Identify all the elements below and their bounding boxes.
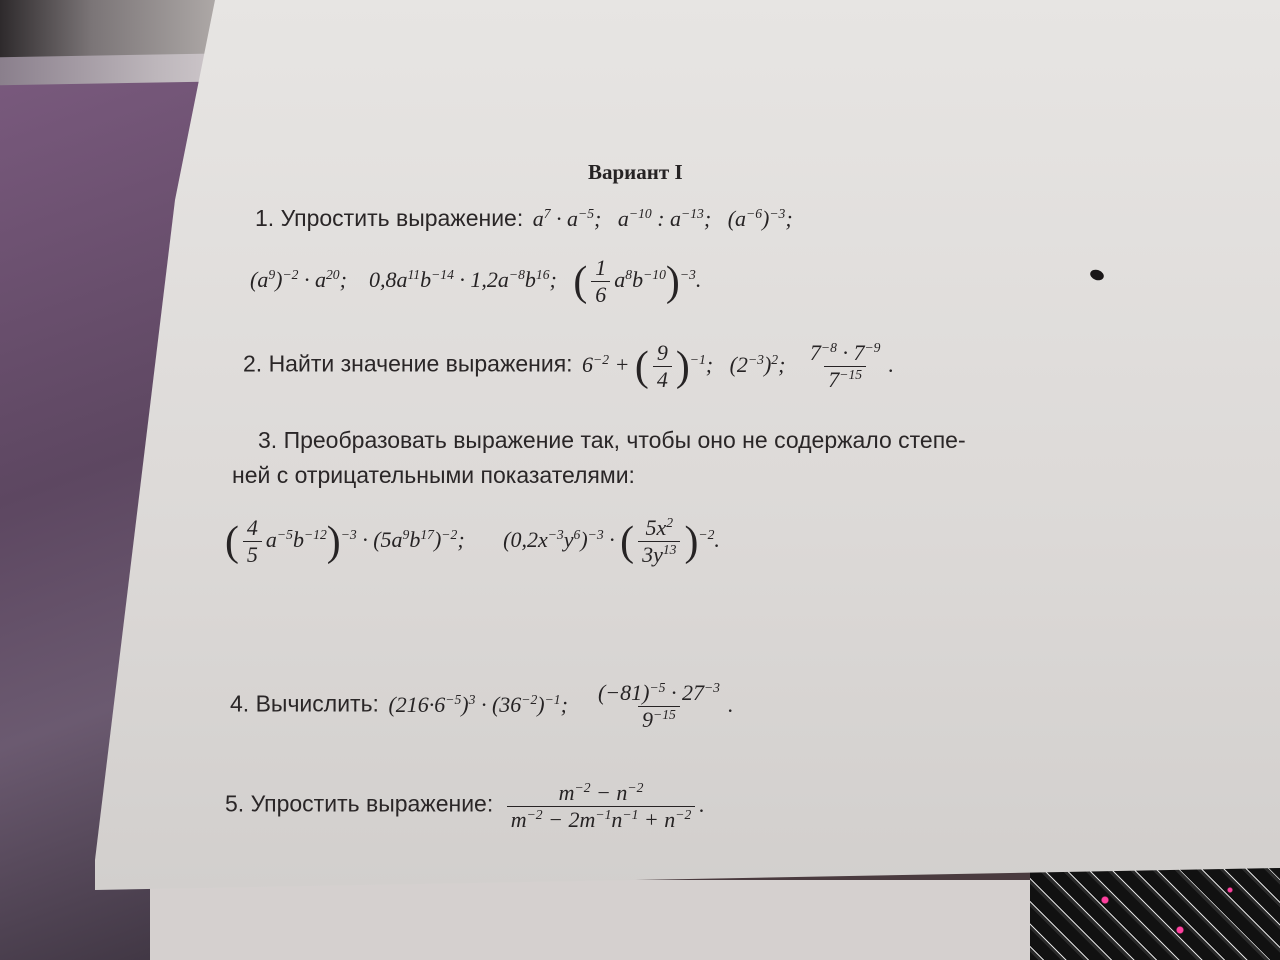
problem-1-line-2 [250,255,701,308]
problem-3-expr-2: $(0,2x^{-3}y^6)^{-3}$ · ( $\frac{5x^2}{3y^{13}}$ )$^{-2}$. [503,514,720,567]
problem-4-expr-1: $(216\cdot 6^{-5})^3 \cdot (36^{-2})^{-1}$; [388,691,574,717]
problem-4-line [230,680,733,733]
problem-4-expr-2: $\frac{(-81)^{-5} \cdot 27^{-3}}{9^{-15}}$ . [597,679,734,732]
problem-3-expr-1: ( $\frac{4}{5}$ $a^{-5}b^{-12})^{-3} \cdot (5a^9b^{17})^{-2}$; [225,515,471,567]
problem-2-expr-1: $6^{-2}$ + ( $\frac{9}{4}$ )$^{-1}$; [582,340,719,392]
problem-3-line-2: ней с отрицательными показателями: [232,462,635,488]
problem-1-expr-3: $(a^{-6})^{-3}$; [716,205,793,231]
problem-1-label: 1. Упростить выражение: [255,205,524,231]
problem-1-expr-1: $a^7 \cdot a^{-5}$; [532,205,607,231]
problem-1-expr-6: ( $\frac{1}{6}$ $a^8b^{-10})^{-3}$. [573,255,702,307]
problem-3-expressions [225,515,720,568]
problem-2-line [243,340,894,393]
problem-2-expr-3: $\frac{7^{-8} \cdot 7^{-9}}{7^{-15}}$ . [809,339,894,392]
background-top [0,0,230,60]
problem-5-line [225,780,705,833]
problem-1-expr-5: $0,8a^{11}b^{-14} \cdot 1,2a^{-8}b^{16}$; [368,266,563,292]
background-fabric [1030,860,1280,960]
problem-3-line-1: 3. Преобразовать выражение так, чтобы оно не содержало степе- [258,427,966,453]
problem-4-label: 4. Вычислить: [230,690,379,717]
problem-2-expr-2: $(2^{-3})^2$; [729,351,791,377]
problem-1-line-1 [255,205,793,232]
problem-5-expr: $\frac{m^{-2} - n^{-2}}{m^{-2} - 2m^{-1}n^{-1} + n^{-2}}$ . [497,792,705,817]
problem-2-label: 2. Найти значение выражения: [243,350,573,377]
page-title: Вариант I [588,160,683,184]
problem-1-expr-4: $(a^9)^{-2} \cdot a^{20}$; [250,266,353,292]
problem-1-expr-2: $a^{-10}$ : $a^{-13}$; [617,205,717,231]
problem-5-label: 5. Упростить выражение: [225,790,494,817]
